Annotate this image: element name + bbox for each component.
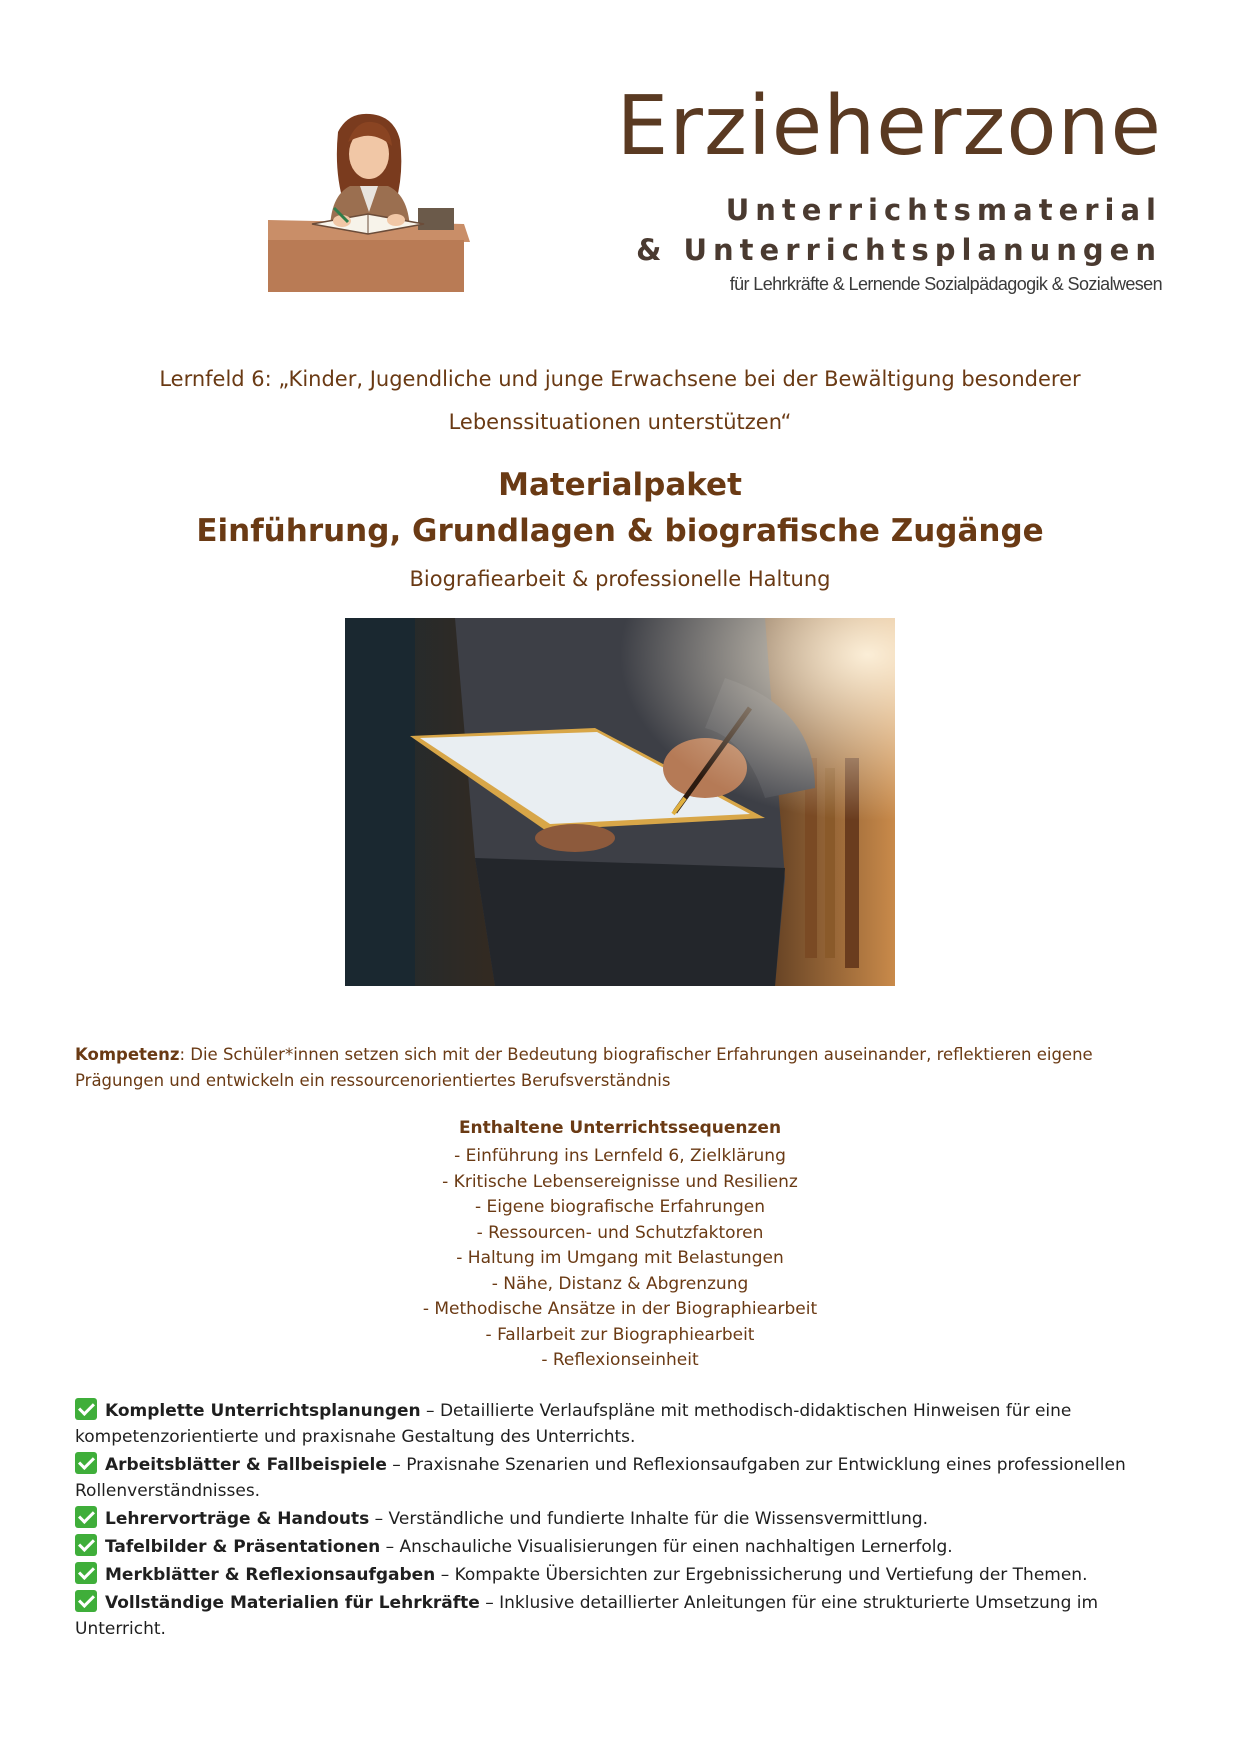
sequences-list	[0, 1144, 1240, 1374]
feature-title: Komplette Unterrichtsplanungen	[105, 1401, 421, 1421]
feature-title: Tafelbilder & Präsentationen	[105, 1537, 381, 1557]
check-icon	[75, 1590, 97, 1612]
package-title	[0, 462, 1240, 554]
feature-item	[75, 1506, 1175, 1532]
feature-text: – Kompakte Übersichten zur Ergebnissicherung und Vertiefung der Themen.	[435, 1565, 1088, 1585]
list-item: - Fallarbeit zur Biographiearbeit	[485, 1324, 755, 1345]
feature-item	[75, 1534, 1175, 1560]
check-icon	[75, 1534, 97, 1556]
feature-item	[75, 1562, 1175, 1588]
feature-text: – Anschauliche Visualisierungen für einen nachhaltigen Lernerfolg.	[380, 1537, 953, 1557]
feature-title: Arbeitsblätter & Fallbeispiele	[105, 1455, 387, 1475]
package-title-line2: Einführung, Grundlagen & biografische Zugänge	[196, 513, 1044, 549]
features-list	[75, 1398, 1175, 1644]
competence-description: : Die Schüler*innen setzen sich mit der Bedeutung biografischer Erfahrungen auseinander, reflektieren eigene Prägungen und entwickeln ein ressourcenorientiertes Berufsverständnis	[75, 1045, 1093, 1090]
competence-text	[75, 1042, 1165, 1094]
feature-item	[75, 1398, 1175, 1450]
sequences-heading: Enthaltene Unterrichtssequenzen	[458, 1118, 782, 1138]
check-icon	[75, 1506, 97, 1528]
list-item: - Ressourcen- und Schutzfaktoren	[476, 1222, 764, 1243]
feature-text: – Verständliche und fundierte Inhalte für die Wissensvermittlung.	[369, 1509, 929, 1529]
brand-audience: für Lehrkräfte & Lernende Sozialpädagogik & Sozialwesen	[729, 274, 1162, 294]
list-item: - Haltung im Umgang mit Belastungen	[456, 1248, 784, 1268]
list-item: - Nähe, Distanz & Abgrenzung	[491, 1273, 749, 1294]
check-icon	[75, 1398, 97, 1420]
notebook-photo	[345, 618, 895, 986]
list-item: - Einführung ins Lernfeld 6, Zielklärung	[454, 1146, 786, 1166]
feature-text: – Detaillierte Verlaufspläne mit methodisch-didaktischen Hinweisen für eine kompetenzorientierte und praxisnahe Gestaltung des Unterrichts.	[75, 1401, 1072, 1447]
feature-text: – Praxisnahe Szenarien und Reflexionsaufgaben zur Entwicklung eines professionellen Rollenverständnisses.	[75, 1455, 1126, 1501]
check-icon	[75, 1452, 97, 1474]
feature-title: Vollständige Materialien für Lehrkräfte	[105, 1593, 480, 1613]
list-item: - Methodische Ansätze in der Biographiearbeit	[422, 1299, 818, 1319]
competence-label: Kompetenz	[75, 1045, 180, 1064]
list-item: - Kritische Lebensereignisse und Resilienz	[442, 1171, 798, 1192]
feature-text: – Inklusive detaillierter Anleitungen für eine strukturierte Umsetzung im Unterricht.	[75, 1593, 1099, 1639]
feature-title: Merkblätter & Reflexionsaufgaben	[105, 1565, 436, 1585]
lernfeld-title: Lernfeld 6: „Kinder, Jugendliche und junge Erwachsene bei der Bewältigung besonderer Lebenssituationen unterstützen“	[159, 367, 1081, 434]
list-item: - Reflexionseinheit	[541, 1350, 699, 1370]
teacher-illustration	[268, 112, 470, 292]
check-icon	[75, 1562, 97, 1584]
brand-subtitle-line2: & Unterrichtsplanungen	[636, 233, 1162, 267]
brand-subtitle-line1: Unterrichtsmaterial	[725, 193, 1162, 227]
package-subtitle: Biografiearbeit & professionelle Haltung	[409, 567, 831, 591]
feature-item	[75, 1590, 1175, 1642]
feature-title: Lehrervorträge & Handouts	[105, 1509, 370, 1529]
package-title-line1: Materialpaket	[498, 467, 742, 503]
brand-title: Erzieherzone	[616, 79, 1162, 174]
list-item: - Eigene biografische Erfahrungen	[474, 1197, 766, 1217]
feature-item	[75, 1452, 1175, 1504]
